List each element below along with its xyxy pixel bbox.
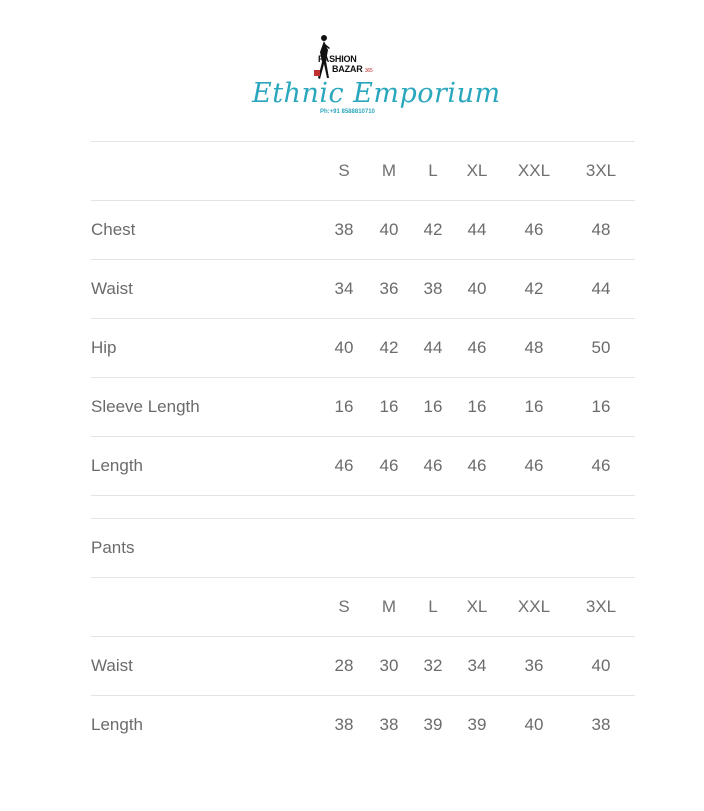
table-cell: 39 [423, 715, 443, 734]
row-label: Waist [91, 656, 133, 675]
row-label: Length [91, 715, 143, 734]
table-row [91, 259, 635, 318]
table-cell: 16 [334, 397, 354, 416]
table-cell: 42 [379, 338, 399, 357]
brand-line-1: FASHION [318, 54, 357, 64]
table-row [91, 636, 635, 695]
size-header: 3XL [585, 161, 617, 180]
brand-wordmark [318, 54, 373, 76]
table-cell: 38 [423, 279, 443, 298]
table-cell: 28 [334, 656, 354, 675]
table-cell: 42 [524, 279, 544, 298]
table-cell: 34 [467, 656, 487, 675]
size-header-row [91, 577, 635, 636]
table-cell: 36 [524, 656, 544, 675]
table-cell: 46 [379, 456, 399, 475]
table-row [91, 377, 635, 436]
row-label: Waist [91, 279, 133, 298]
table-cell: 46 [334, 456, 354, 475]
size-header: M [381, 597, 397, 616]
table-row [91, 436, 635, 495]
table-cell: 16 [524, 397, 544, 416]
section-divider [91, 495, 635, 518]
size-header-row [91, 141, 635, 200]
table-cell: 38 [334, 715, 354, 734]
table-cell: 44 [467, 220, 487, 239]
table-cell: 16 [423, 397, 443, 416]
store-name: Ethnic Emporium [252, 78, 501, 109]
table-row [91, 200, 635, 259]
size-header: S [338, 161, 350, 180]
size-header: XL [466, 161, 488, 180]
size-header: XXL [517, 597, 551, 616]
table-cell: 46 [467, 338, 487, 357]
table-cell: 40 [334, 338, 354, 357]
table-cell: 40 [591, 656, 611, 675]
table-cell: 48 [591, 220, 611, 239]
table-row [91, 695, 635, 754]
table-cell: 30 [379, 656, 399, 675]
store-phone: Ph:+91 8588810710 [320, 109, 375, 115]
size-header: 3XL [585, 597, 617, 616]
row-label: Length [91, 456, 143, 475]
size-header: S [338, 597, 350, 616]
pants-section-row [91, 518, 635, 577]
brand-suffix: 365 [364, 68, 373, 74]
table-cell: 32 [423, 656, 443, 675]
table-cell: 42 [423, 220, 443, 239]
section-label: Pants [91, 538, 135, 557]
table-cell: 38 [591, 715, 611, 734]
table-cell: 50 [591, 338, 611, 357]
table-cell: 44 [423, 338, 443, 357]
table-cell: 46 [524, 220, 544, 239]
table-cell: 34 [334, 279, 354, 298]
table-cell: 16 [467, 397, 487, 416]
table-cell: 46 [524, 456, 544, 475]
table-cell: 40 [467, 279, 487, 298]
table-cell: 46 [423, 456, 443, 475]
size-header: XXL [517, 161, 551, 180]
row-label: Hip [91, 338, 117, 357]
table-cell: 39 [467, 715, 487, 734]
table-row [91, 318, 635, 377]
table-cell: 38 [379, 715, 399, 734]
table-cell: 16 [379, 397, 399, 416]
size-chart-table [91, 141, 635, 754]
row-label: Sleeve Length [91, 397, 200, 416]
table-cell: 40 [379, 220, 399, 239]
table-cell: 48 [524, 338, 544, 357]
row-label: Chest [91, 220, 136, 239]
table-cell: 40 [524, 715, 544, 734]
table-cell: 36 [379, 279, 399, 298]
table-cell: 46 [467, 456, 487, 475]
brand-logo [250, 32, 501, 122]
table-cell: 44 [591, 279, 611, 298]
size-header: L [428, 597, 438, 616]
size-header: M [381, 161, 397, 180]
size-header: L [428, 161, 438, 180]
table-cell: 16 [591, 397, 611, 416]
table-cell: 46 [591, 456, 611, 475]
brand-line-2: BAZAR [332, 64, 363, 74]
size-header: XL [466, 597, 488, 616]
table-cell: 38 [334, 220, 354, 239]
